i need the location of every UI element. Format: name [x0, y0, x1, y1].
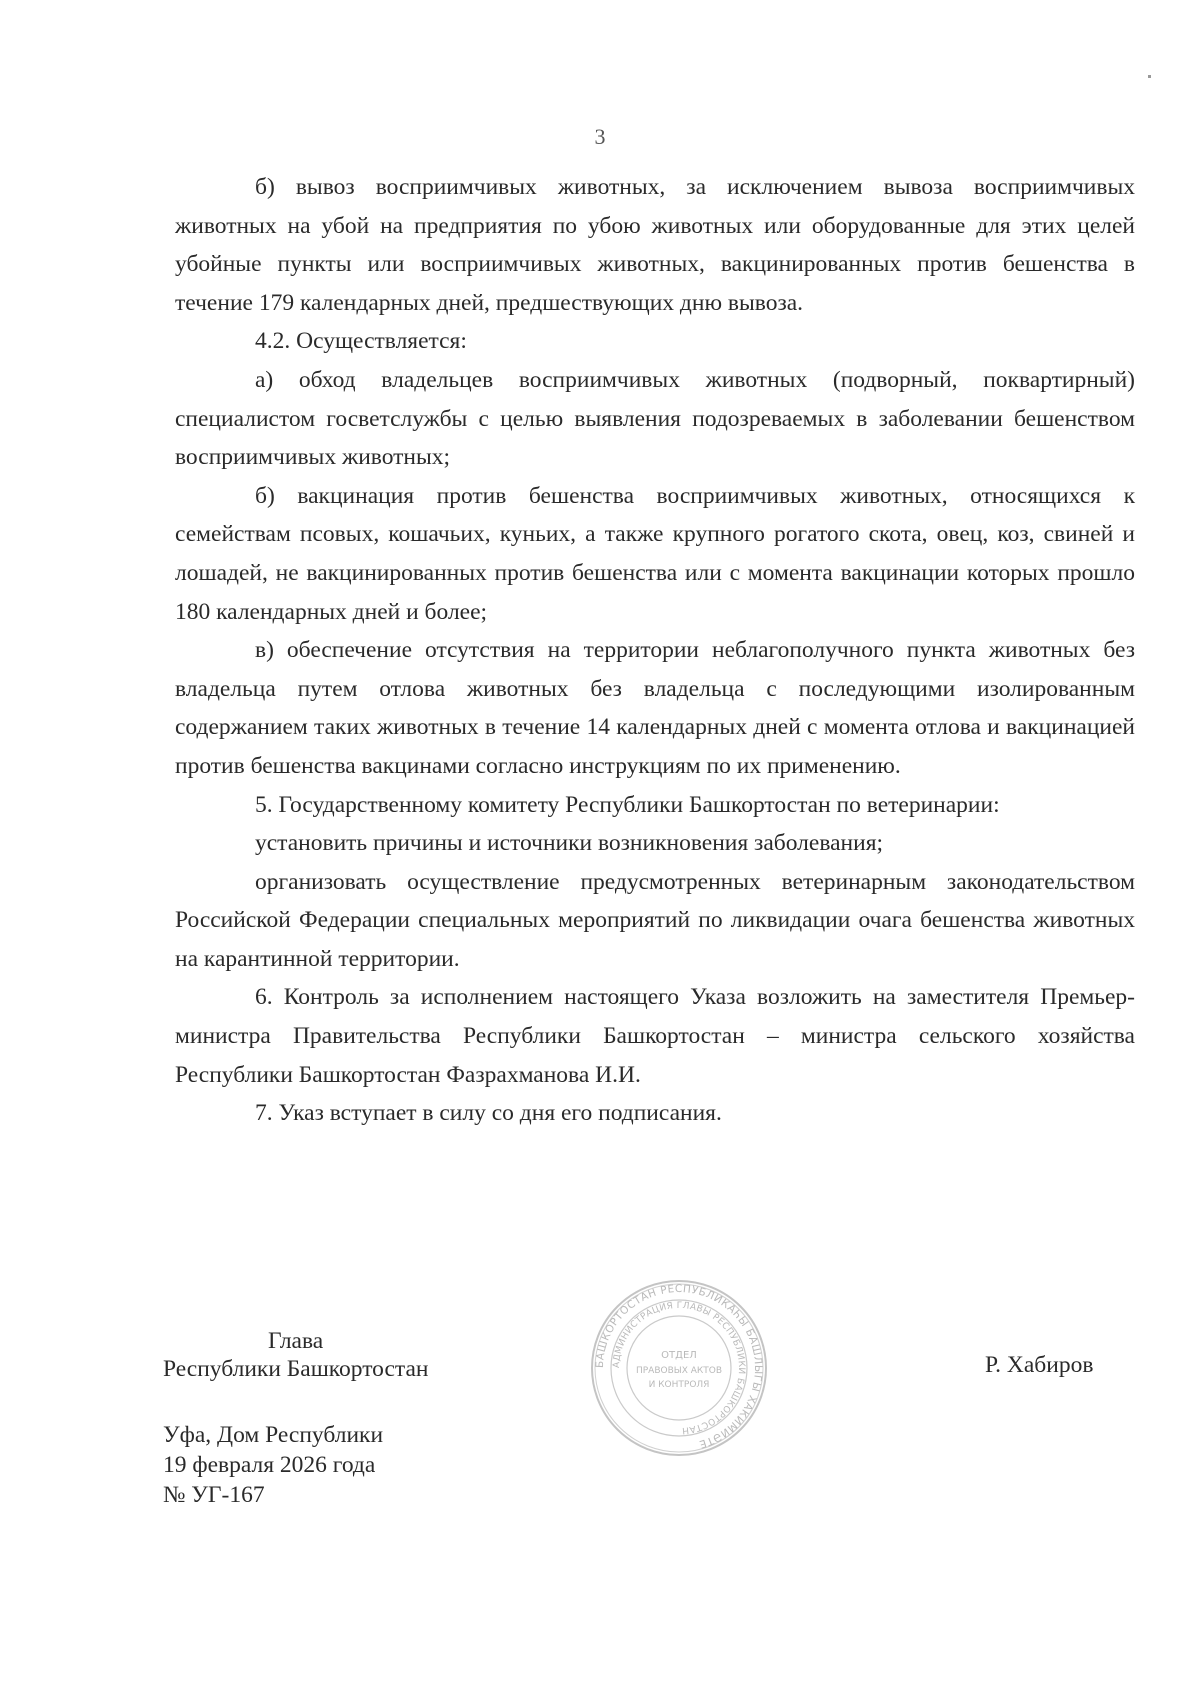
paragraph-organizovat: организовать осуществление предусмотренных ветеринарным законодательством Российской Федерации специальных мероприятий по ликвидации очага бешенства животных на карантинной территории.: [175, 868, 1135, 972]
stamp-center-line2: ПРАВОВЫХ АКТОВ: [635, 1366, 723, 1376]
signatory-name: Р. Хабиров: [985, 1352, 1094, 1378]
paragraph-6: 6. Контроль за исполнением настоящего Указа возложить на заместителя Премьер-министра Правительства Республики Башкортостан – министра сельского хозяйства Республики Башкортостан Фазрахманова И.И.: [175, 984, 1135, 1088]
stamp-seal: [589, 1278, 769, 1458]
stamp-outer-ring-text: БАШКОРТОСТАН РЕСПУБЛИКАҺЫ БАШЛЫГЫ ХАКИМИӘТЕ: [593, 1282, 765, 1451]
signatory-title: [163, 1327, 429, 1383]
paragraph-4-2: 4.2. Осуществляется:: [255, 328, 467, 355]
signing-date: 19 февраля 2026 года: [163, 1452, 376, 1478]
paragraph-vyvoz: б) вывоз восприимчивых животных, за исключением вывоза восприимчивых животных на убой на предприятия по убою животных или оборудованные для этих целей убойные пункты или восприимчивых животных, вакцинированных против бешенства в течение 179 календарных дней, предшествующих дню вывоза.: [175, 174, 1135, 316]
decree-number: № УГ-167: [163, 1482, 265, 1508]
place-of-signing: Уфа, Дом Республики: [163, 1422, 384, 1448]
signatory-title-line1: Глава: [268, 1328, 324, 1354]
paragraph-5: 5. Государственному комитету Республики Башкортостан по ветеринарии:: [255, 791, 1000, 818]
paragraph-7: 7. Указ вступает в силу со дня его подписания.: [255, 1100, 722, 1127]
official-stamp: [589, 1278, 769, 1458]
paragraph-prichiny: установить причины и источники возникновения заболевания;: [255, 830, 884, 857]
stamp-center-line3: И КОНТРОЛЯ: [648, 1380, 710, 1390]
paragraph-vaktsinatsiya: б) вакцинация против бешенства восприимчивых животных, относящихся к семействам псовых, кошачьих, куньих, а также крупного рогатого скота, овец, коз, свиней и лошадей, не вакцинированных против бешенства или с момента вакцинации которых прошло 180 календарных дней и более;: [175, 482, 1135, 625]
document-body: [175, 168, 1135, 1133]
page-number: 3: [594, 124, 606, 149]
paragraph-obhod: а) обход владельцев восприимчивых животных (подворный, поквартирный) специалистом госветслужбы с целью выявления подозреваемых в заболевании бешенством восприимчивых животных;: [175, 366, 1135, 471]
paragraph-otlov: в) обеспечение отсутствия на территории неблагополучного пункта животных без владельца путем отлова животных без владельца с последующими изолированным содержанием таких животных в течение 14 календарных дней с момента отлова и вакцинацией против бешенства вакцинами согласно инструкциям по их применению.: [175, 637, 1135, 779]
document-footer: [163, 1420, 383, 1510]
stamp-inner-ring-text: АДМИНИСТРАЦИЯ ГЛАВЫ РЕСПУБЛИКИ БАШКОРТОСТАН: [611, 1300, 747, 1436]
margin-mark: [1148, 75, 1151, 78]
signatory-title-line2: Республики Башкортостан: [163, 1356, 429, 1382]
stamp-center-line1: ОТДЕЛ: [661, 1350, 697, 1361]
